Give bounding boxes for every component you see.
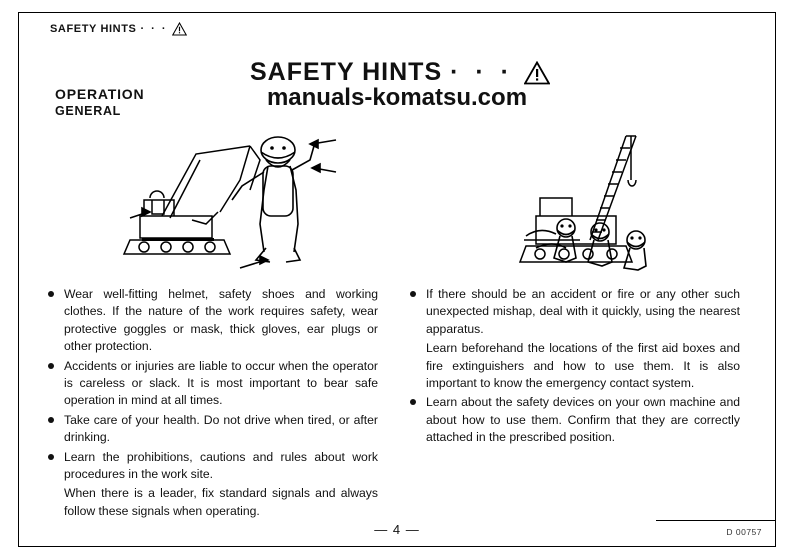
- list-item-text: Wear well-fitting helmet, safety shoes and working clothes. If the nature of the work requires safety, wear protective goggles or mask, thick gloves, ear plugs or other protection.: [64, 287, 378, 354]
- list-item-text: Take care of your health. Do not drive when tired, or after drinking.: [64, 412, 378, 445]
- running-header-title: SAFETY HINTS: [50, 23, 137, 35]
- list-item-text: If there should be an accident or fire or any other such unexpected mishap, deal with it quickly, using the nearest apparatus.: [426, 287, 740, 336]
- list-item: [48, 449, 378, 484]
- warning-triangle-icon: [172, 22, 187, 36]
- footer-rule: [656, 520, 776, 521]
- list-item-continuation: When there is a leader, fix standard signals and always follow these signals when operating.: [64, 486, 378, 518]
- bullet-dot-icon: [410, 399, 416, 405]
- illustration-left: [100, 120, 390, 275]
- list-item-text: Learn the prohibitions, cautions and rules about work procedures in the work site.: [64, 449, 378, 482]
- bullet-dot-icon: [48, 454, 54, 460]
- list-item: [48, 358, 378, 410]
- document-code: D 00757: [726, 527, 762, 537]
- list-item: [48, 286, 378, 356]
- running-header-dots: · · ·: [140, 23, 168, 35]
- list-item-text: Accidents or injuries are liable to occur when the operator is careless or slack. It is most important to bear safe operation in mind at all times.: [64, 358, 378, 408]
- running-header: [50, 22, 187, 36]
- section-heading-operation: OPERATION: [55, 86, 145, 102]
- list-item: [410, 286, 740, 338]
- page-title: [250, 58, 550, 87]
- list-item: [410, 394, 740, 446]
- bullet-dot-icon: [48, 291, 54, 297]
- list-item: [48, 412, 378, 447]
- watermark: manuals-komatsu.com: [266, 84, 528, 111]
- section-subheading-general: GENERAL: [55, 104, 122, 118]
- page-title-dots: · · ·: [450, 58, 514, 86]
- right-text-column: [410, 286, 740, 449]
- bullet-dot-icon: [410, 291, 416, 297]
- page-title-text: SAFETY HINTS: [250, 58, 443, 86]
- warning-triangle-icon-large: [524, 61, 550, 85]
- bullet-dot-icon: [48, 417, 54, 423]
- left-text-column: [48, 286, 378, 522]
- list-item-text: Learn about the safety devices on your own machine and about how to use them. Confirm that they are correctly attached in the prescribed position.: [426, 395, 740, 445]
- list-item-continuation: Learn beforehand the locations of the first aid boxes and fire extinguishers and how to use them. It is also important to know the emergency contact system.: [426, 341, 740, 391]
- page-number: — 4 —: [374, 522, 420, 537]
- illustration-right: [440, 120, 730, 275]
- bullet-dot-icon: [48, 363, 54, 369]
